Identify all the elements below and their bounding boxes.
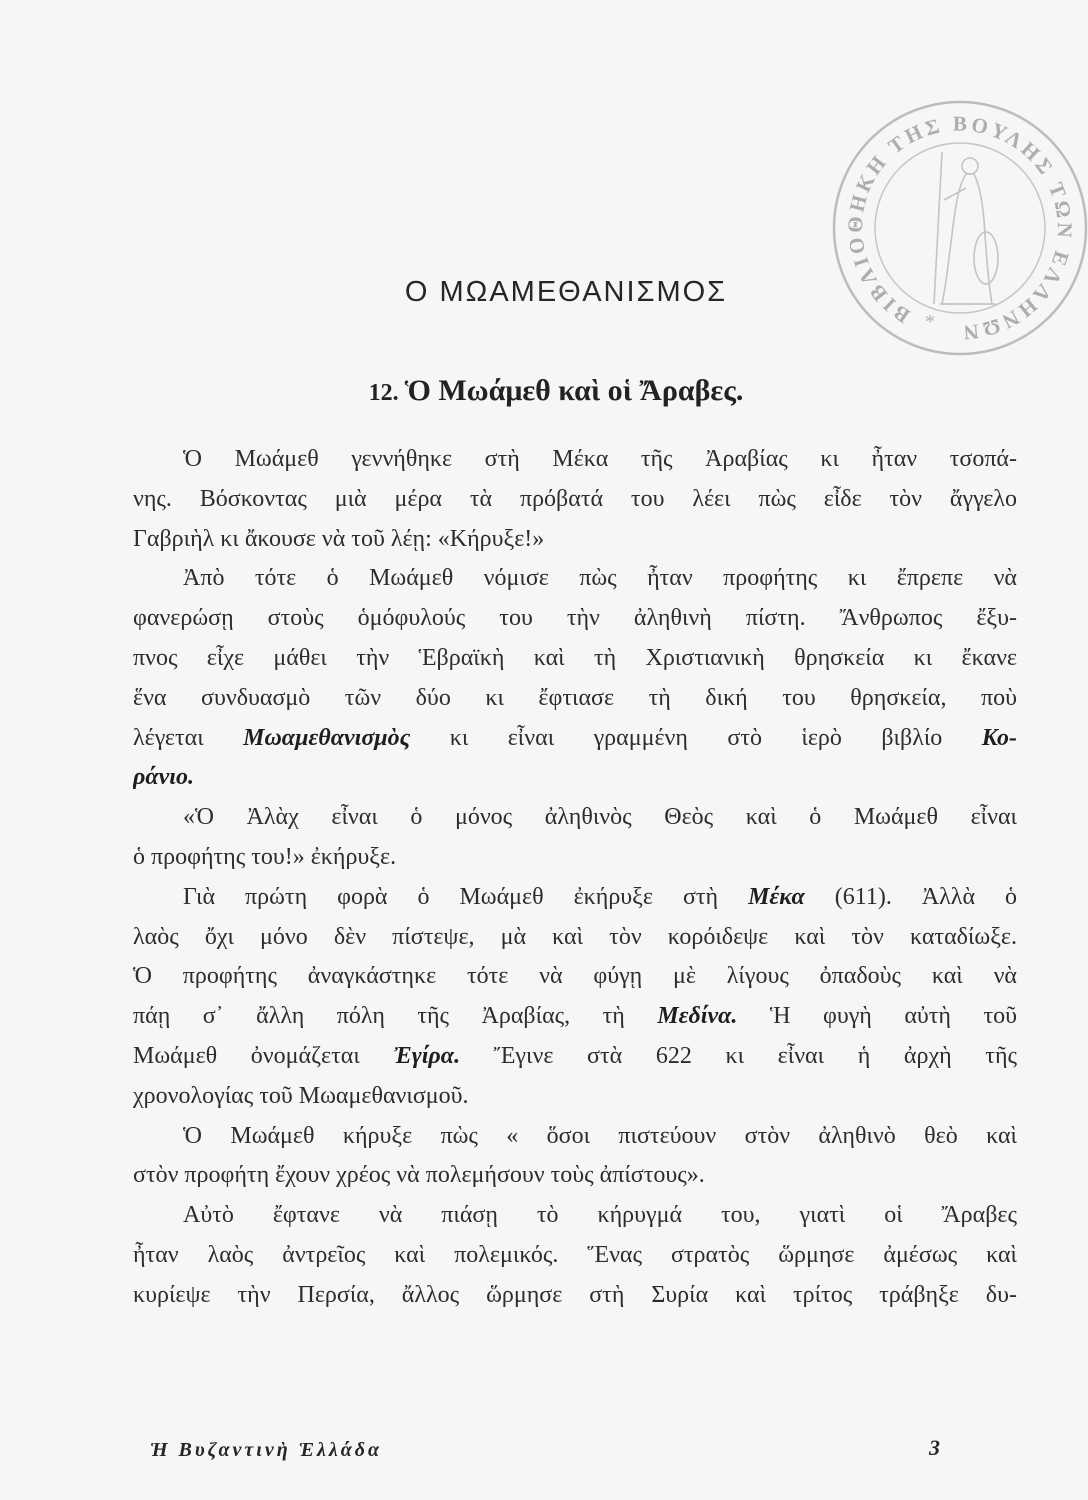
text-line <box>133 758 1017 798</box>
stamp-star: * <box>925 311 935 333</box>
library-stamp <box>820 90 1088 360</box>
line-text: λαὸς ὄχι μόνο δὲν πίστεψε, μὰ καὶ τὸν κορόιδεψε καὶ τὸν καταδίωξε. <box>133 923 1017 950</box>
stamp-inner-ring <box>875 143 1045 313</box>
line-text: Ὁ Μωάμεθ γεννήθηκε στὴ Μέκα τῆς Ἀραβίας κι ἦταν τσοπά- <box>183 446 1017 472</box>
body-text <box>133 440 1017 1316</box>
text-line <box>133 957 1017 997</box>
line-text: λέγεται <box>133 724 244 751</box>
stamp-outer-ring <box>834 102 1086 354</box>
stamp-athena-figure-icon <box>934 152 998 304</box>
stamp-lettering-path: ΒΙΒΛΙΟΘΗΚΗ ΤΗΣ ΒΟΥΛΗΣ ΤΩΝ ΕΛΛΗΝΩΝ <box>842 111 1077 345</box>
text-line <box>133 559 1017 599</box>
line-text: πνος εἶχε μάθει τὴν Ἑβραϊκὴ καὶ τὴ Χριστιανικὴ θρησκεία κι ἔκανε <box>133 644 1017 671</box>
line-text: Ἡ φυγὴ αὐτὴ τοῦ <box>737 1003 1017 1030</box>
line-text: Ὁ προφήτης ἀναγκάστηκε τότε νὰ φύγῃ μὲ λίγους ὀπαδοὺς καὶ νὰ <box>133 963 1017 990</box>
text-line <box>133 599 1017 639</box>
line-text: στὸν προφήτη ἔχουν χρέος νὰ πολεμήσουν τοὺς ἀπίστους». <box>133 1162 705 1189</box>
text-line <box>133 878 1017 918</box>
chapter-title: Ο ΜΩΑΜΕΘΑΝΙΣΜΟΣ <box>404 276 728 308</box>
text-line <box>133 1196 1017 1236</box>
line-text: Ὁ Μωάμεθ κήρυξε πὼς « ὅσοι πιστεύουν στὸν ἀληθινὸ θεὸ καὶ <box>183 1122 1017 1149</box>
line-text: ὁ προφήτης του!» ἐκήρυξε. <box>133 843 397 870</box>
emphasized-term: Μωαμεθανισμὸς <box>243 724 411 751</box>
text-line <box>133 1037 1017 1077</box>
section-heading <box>256 371 856 411</box>
text-line <box>133 918 1017 958</box>
text-line <box>133 1276 1017 1316</box>
emphasized-term: Μεδίνα. <box>657 1003 738 1030</box>
line-text: κυρίεψε τὴν Περσία, ἄλλος ὥρμησε στὴ Συρία καὶ τρίτος τράβηξε δυ- <box>133 1281 1017 1308</box>
signature-mark: 3 <box>929 1435 940 1460</box>
line-text: χρονολογίας τοῦ Μωαμεθανισμοῦ. <box>133 1082 469 1109</box>
text-line <box>133 679 1017 719</box>
section-title: Ὁ Μωάμεθ καὶ οἱ Ἄραβες. <box>404 374 744 407</box>
line-text: ἦταν λαὸς ἀντρεῖος καὶ πολεμικός. Ἕνας στρατὸς ὥρμησε ἀμέσως καὶ <box>133 1241 1017 1268</box>
emphasized-term: Κο- <box>981 724 1017 751</box>
text-line <box>133 798 1017 838</box>
emphasized-term: ράνιο. <box>133 764 194 791</box>
line-text: πάῃ σ᾿ ἄλλη πόλη τῆς Ἀραβίας, τὴ <box>133 1003 658 1030</box>
line-text: Αὐτὸ ἔφτανε νὰ πιάσῃ τὸ κήρυγμά του, γιατὶ οἱ Ἄραβες <box>183 1202 1017 1229</box>
text-line <box>133 520 1017 560</box>
text-line <box>133 639 1017 679</box>
text-line <box>133 719 1017 759</box>
emphasized-term: Ἐγίρα. <box>393 1042 461 1069</box>
line-text: Ἀπὸ τότε ὁ Μωάμεθ νόμισε πὼς ἦταν προφήτης κι ἔπρεπε νὰ <box>183 565 1017 592</box>
line-text: Γαβριὴλ κι ἄκουσε νὰ τοῦ λέῃ: «Κήρυξε!» <box>133 525 545 552</box>
stamp-lettering <box>843 111 1077 344</box>
line-text: Γιὰ πρώτη φορὰ ὁ Μωάμεθ ἐκήρυξε στὴ <box>183 883 749 910</box>
text-line <box>133 440 1017 480</box>
line-text: νης. Βόσκοντας μιὰ μέρα τὰ πρόβατά του λέει πὼς εἶδε τὸν ἄγγελο <box>133 485 1017 512</box>
text-line <box>133 1117 1017 1157</box>
line-text: κι εἶναι γραμμένη στὸ ἱερὸ βιβλίο <box>410 724 982 751</box>
text-line <box>133 1236 1017 1276</box>
line-text: ἕνα συνδυασμὸ τῶν δύο κι ἔφτιασε τὴ δική του θρησκεία, ποὺ <box>133 684 1017 711</box>
line-text: Ἔγινε στὰ 622 κι εἶναι ἡ ἀρχὴ τῆς <box>460 1042 1017 1069</box>
text-line <box>133 838 1017 878</box>
running-footer-title: Ἡ Βυζαντινὴ Ἑλλάδα <box>150 1439 383 1461</box>
line-text: «Ὁ Ἀλὰχ εἶναι ὁ μόνος ἀληθινὸς Θεὸς καὶ ὁ Μωάμεθ εἶναι <box>183 804 1017 831</box>
text-line <box>133 1156 1017 1196</box>
section-number: 12. <box>368 380 399 406</box>
emphasized-term: Μέκα <box>748 883 805 910</box>
line-text: φανερώσῃ στοὺς ὁμόφυλούς του τὴν ἀληθινὴ πίστη. Ἄνθρωπος ἔξυ- <box>133 605 1017 632</box>
text-line <box>133 480 1017 520</box>
line-text: Μωάμεθ ὀνομάζεται <box>133 1042 394 1069</box>
line-text: (611). Ἀλλὰ ὁ <box>804 883 1017 910</box>
text-line <box>133 997 1017 1037</box>
text-line <box>133 1077 1017 1117</box>
